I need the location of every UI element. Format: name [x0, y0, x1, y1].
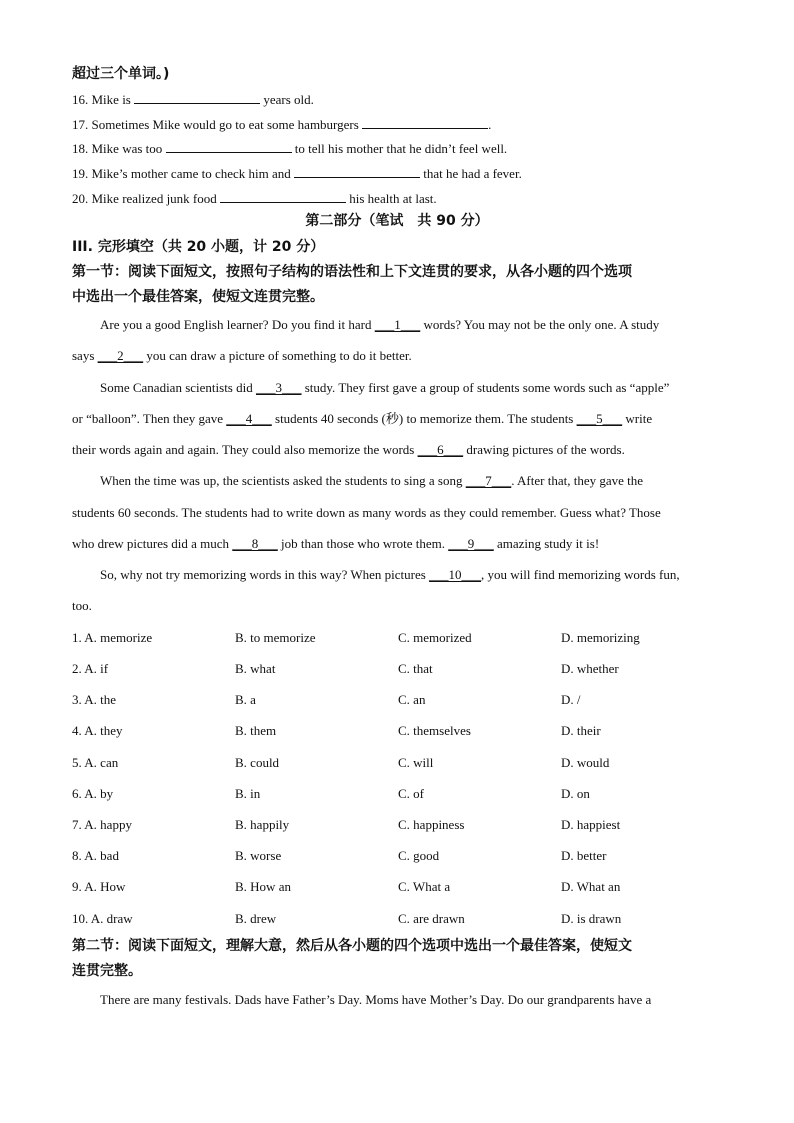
passage-line: students 60 seconds. The students had to write down as many words as they could remember. Guess what? Those [72, 505, 661, 520]
passage-line [72, 411, 732, 427]
passage-text: drawing pictures of the words. [463, 442, 625, 457]
passage-line [100, 473, 760, 489]
option-a[interactable]: 3. A. the [72, 692, 117, 707]
cloze-blank-10: ___10___ [429, 567, 482, 582]
passage-text: . After that, they gave the [511, 473, 644, 488]
cloze-blank-1: ___1___ [374, 317, 421, 332]
passage-text: , you will find memorizing words fun, [481, 567, 680, 582]
part-title: 第二部分（笔试 共 90 分） [305, 213, 489, 229]
option-d[interactable]: D. would [561, 755, 610, 770]
passage-line [72, 536, 732, 552]
passage-line [100, 380, 760, 396]
answer-blank[interactable] [294, 165, 420, 178]
option-d[interactable]: D. whether [561, 661, 619, 676]
cloze-blank-3: ___3___ [255, 380, 302, 395]
option-c[interactable]: C. themselves [398, 723, 471, 738]
fill-item-text: that he had a fever. [420, 166, 522, 181]
option-a[interactable]: 9. A. How [72, 879, 126, 894]
fill-item-text: 18. Mike was too [72, 141, 166, 156]
passage-text: students 40 seconds (秒) to memorize them. The students [271, 411, 577, 426]
option-d[interactable]: D. happiest [561, 817, 621, 832]
passage-text: When the time was up, the scientists asked the students to sing a song [100, 473, 466, 488]
passage-line: too. [72, 598, 92, 613]
question-options-3 [72, 692, 732, 708]
option-b[interactable]: B. in [235, 786, 261, 801]
fill-item-16 [72, 91, 314, 108]
cloze-blank-6: ___6___ [417, 442, 464, 457]
passage-line [100, 317, 760, 333]
section2-instructions-line2: 连贯完整。 [72, 963, 142, 979]
cloze-blank-8: ___8___ [232, 536, 278, 551]
fill-item-text: to tell his mother that he didn’t feel well. [291, 141, 508, 156]
question-options-8 [72, 848, 732, 864]
section2-instructions-line1: 第二节：阅读下面短文，理解大意，然后从各小题的四个选项中选出一个最佳答案，使短文 [72, 938, 632, 954]
option-c[interactable]: C. good [398, 848, 440, 863]
option-d[interactable]: D. is drawn [561, 911, 622, 926]
option-a[interactable]: 1. A. memorize [72, 630, 153, 645]
option-b[interactable]: B. happily [235, 817, 290, 832]
option-c[interactable]: C. of [398, 786, 424, 801]
option-d[interactable]: D. on [561, 786, 590, 801]
option-a[interactable]: 2. A. if [72, 661, 109, 676]
fill-item-text: his health at last. [346, 191, 437, 206]
question-options-4 [72, 723, 732, 739]
option-c[interactable]: C. What a [398, 879, 451, 894]
option-a[interactable]: 4. A. they [72, 723, 123, 738]
option-b[interactable]: B. them [235, 723, 277, 738]
question-options-5 [72, 755, 732, 771]
option-a[interactable]: 10. A. draw [72, 911, 133, 926]
option-b[interactable]: B. worse [235, 848, 282, 863]
fill-item-20 [72, 190, 437, 207]
passage-text: job than those who wrote them. [277, 536, 449, 551]
option-c[interactable]: C. that [398, 661, 433, 676]
cloze-blank-4: ___4___ [226, 411, 272, 426]
passage-text: Some Canadian scientists did [100, 380, 256, 395]
fill-item-text: 20. Mike realized junk food [72, 191, 221, 206]
answer-blank[interactable] [220, 190, 346, 203]
fill-item-text: years old. [260, 92, 314, 107]
answer-blank[interactable] [166, 140, 292, 153]
passage-text: or “balloon”. Then they gave [72, 411, 227, 426]
passage-text: So, why not try memorizing words in this way? When pictures [100, 567, 430, 582]
option-b[interactable]: B. to memorize [235, 630, 316, 645]
fill-item-text: . [488, 117, 492, 132]
option-c[interactable]: C. memorized [398, 630, 472, 645]
option-d[interactable]: D. memorizing [561, 630, 640, 645]
option-b[interactable]: B. could [235, 755, 280, 770]
passage-text: says [72, 348, 98, 363]
passage-text: their words again and again. They could also memorize the words [72, 442, 418, 457]
option-c[interactable]: C. happiness [398, 817, 465, 832]
fill-item-text: 16. Mike is [72, 92, 135, 107]
fill-item-17 [72, 116, 491, 133]
cloze-blank-7: ___7___ [465, 473, 512, 488]
passage-line [72, 348, 732, 364]
option-b[interactable]: B. what [235, 661, 276, 676]
option-a[interactable]: 7. A. happy [72, 817, 132, 832]
fill-item-19 [72, 165, 522, 182]
question-options-10 [72, 911, 732, 927]
cloze-blank-9: ___9___ [448, 536, 494, 551]
section1-instructions-line1: 第一节：阅读下面短文，按照句子结构的语法性和上下文连贯的要求，从各小题的四个选项 [72, 264, 632, 280]
option-b[interactable]: B. How an [235, 879, 291, 894]
question-options-9 [72, 879, 732, 895]
section-title: III. 完形填空（共 20 小题，计 20 分） [72, 239, 325, 255]
option-c[interactable]: C. will [398, 755, 434, 770]
cloze-blank-2: ___2___ [97, 348, 144, 363]
answer-blank[interactable] [362, 116, 488, 129]
option-d[interactable]: D. What an [561, 879, 621, 894]
passage-text: Are you a good English learner? Do you find it hard [100, 317, 375, 332]
option-b[interactable]: B. a [235, 692, 256, 707]
option-d[interactable]: D. their [561, 723, 601, 738]
option-a[interactable]: 8. A. bad [72, 848, 119, 863]
fill-item-text: 17. Sometimes Mike would go to eat some hamburgers [72, 117, 363, 132]
option-a[interactable]: 5. A. can [72, 755, 119, 770]
cloze-blank-5: ___5___ [576, 411, 623, 426]
fill-item-text: 19. Mike’s mother came to check him and [72, 166, 295, 181]
passage-text: who drew pictures did a much [72, 536, 233, 551]
passage-text: amazing study it is! [493, 536, 600, 551]
passage-line [72, 442, 732, 458]
section1-instructions-line2: 中选出一个最佳答案，使短文连贯完整。 [72, 289, 324, 305]
option-c[interactable]: C. an [398, 692, 426, 707]
passage-text: words? You may not be the only one. A study [420, 317, 660, 332]
option-c[interactable]: C. are drawn [398, 911, 465, 926]
option-b[interactable]: B. drew [235, 911, 277, 926]
passage-text: study. They first gave a group of students some words such as “apple” [301, 380, 670, 395]
fill-item-18 [72, 140, 507, 157]
question-options-6 [72, 786, 732, 802]
passage-text: you can draw a picture of something to do it better. [143, 348, 412, 363]
top-note: 超过三个单词。) [72, 66, 170, 82]
option-a[interactable]: 6. A. by [72, 786, 114, 801]
question-options-7 [72, 817, 732, 833]
option-d[interactable]: D. better [561, 848, 607, 863]
section2-passage-start: There are many festivals. Dads have Father’s Day. Moms have Mother’s Day. Do our grandparents have a [100, 992, 652, 1007]
answer-blank[interactable] [134, 91, 260, 104]
passage-line [100, 567, 760, 583]
passage-text: write [622, 411, 653, 426]
question-options-1 [72, 630, 732, 646]
question-options-2 [72, 661, 732, 677]
option-d[interactable]: D. / [561, 692, 581, 707]
